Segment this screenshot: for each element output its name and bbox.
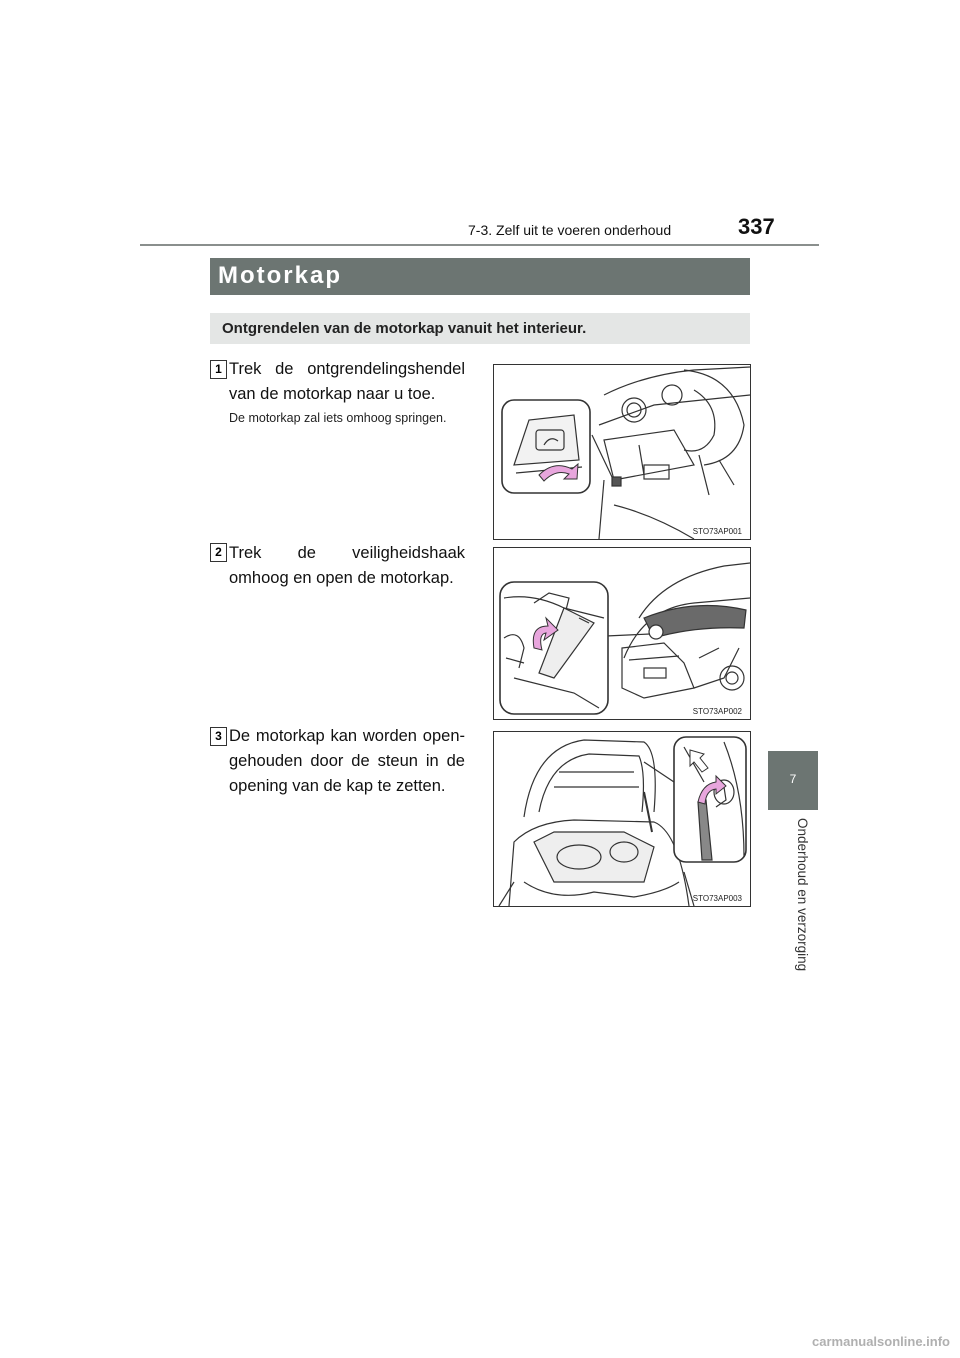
figure-hood-prop-rod bbox=[493, 731, 751, 907]
figure-code-2: STO73AP002 bbox=[692, 707, 742, 716]
subsection-title: Ontgrendelen van de motorkap vanuit het interieur. bbox=[222, 320, 587, 337]
step-number-1: 1 bbox=[210, 360, 227, 379]
figure-code-3: STO73AP003 bbox=[692, 894, 742, 903]
header-section-title: 7-3. Zelf uit te voeren onderhoud bbox=[468, 222, 672, 238]
step-number-2: 2 bbox=[210, 543, 227, 562]
watermark: carmanualsonline.info bbox=[812, 1334, 950, 1349]
step-1-text: Trek de ontgrendelingshendel van de motorkap naar u toe. bbox=[229, 360, 465, 403]
section-title: Motorkap bbox=[218, 262, 342, 289]
figure-hood-release-lever bbox=[493, 364, 751, 540]
step-number-3: 3 bbox=[210, 727, 227, 746]
figure-code-1: STO73AP001 bbox=[692, 527, 742, 536]
figure-safety-catch bbox=[493, 547, 751, 720]
chapter-side-label: Onderhoud en verzorging bbox=[795, 818, 810, 972]
header-rule bbox=[140, 244, 819, 246]
step-2-text: Trek de veiligheidshaak omhoog en open de motorkap. bbox=[229, 544, 465, 587]
step-1-note: De motorkap zal iets omhoog springen. bbox=[229, 411, 447, 425]
page-number: 337 bbox=[738, 214, 775, 239]
chapter-number: 7 bbox=[789, 772, 797, 786]
step-3-text: De motorkap kan worden open-gehouden door de steun in de opening van de kap te zetten. bbox=[229, 727, 465, 795]
